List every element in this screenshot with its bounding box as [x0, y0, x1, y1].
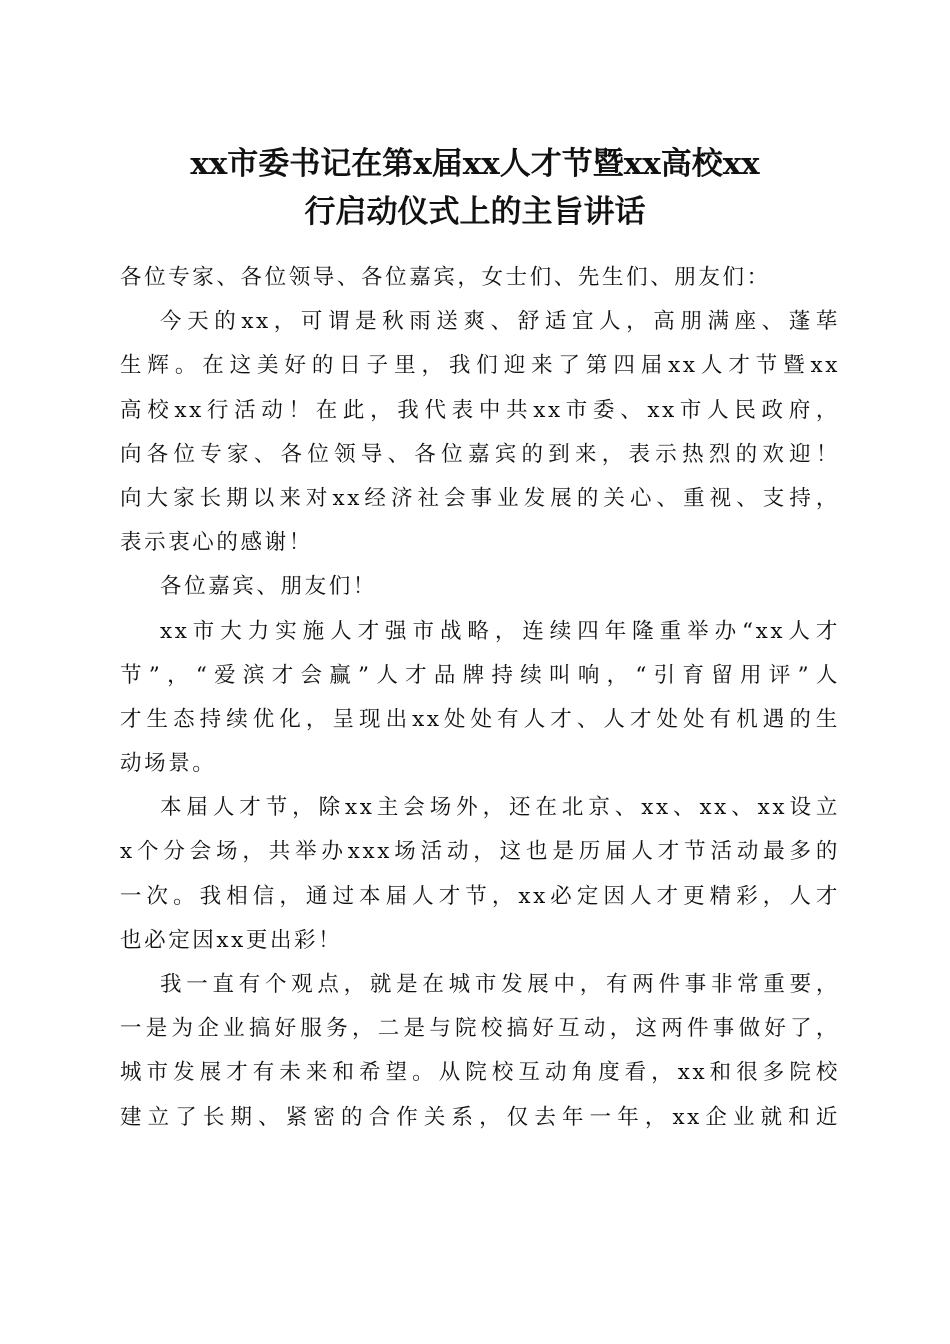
- text-line: 今天的xx，可谓是秋雨送爽、舒适宜人，高朋满座、蓬荜: [160, 309, 840, 335]
- text-line: 本届人才节，除xx主会场外，还在北京、xx、xx、xx设立: [160, 795, 840, 821]
- document-body: [120, 256, 840, 1140]
- text-line: 一是为企业搞好服务，二是与院校搞好互动，这两件事做好了，: [120, 1016, 840, 1042]
- text-line: 城市发展才有未来和希望。从院校互动角度看，xx和很多院校: [120, 1060, 840, 1086]
- text-line: xx市大力实施人才强市战略，连续四年隆重举办“xx人才: [160, 618, 840, 644]
- title-line-2: 行启动仪式上的主旨讲话: [304, 194, 646, 230]
- text-line: 各位专家、各位领导、各位嘉宾，女士们、先生们、朋友们：: [120, 265, 771, 290]
- text-line: 高校xx行活动！在此，我代表中共xx市委、xx市人民政府，: [120, 397, 840, 423]
- text-line: 节”，“爱滨才会赢”人才品牌持续叫响，“引育留用评”人: [120, 662, 840, 688]
- text-line: 才生态持续优化，呈现出xx处处有人才、人才处处有机遇的生: [120, 706, 840, 732]
- text-line: 表示衷心的感谢！: [120, 530, 313, 556]
- title-line-1: xx市委书记在第x届xx人才节暨xx高校xx: [190, 146, 760, 182]
- text-line: 各位嘉宾、朋友们！: [160, 574, 377, 600]
- text-line: 一次。我相信，通过本届人才节，xx必定因人才更精彩，人才: [120, 883, 840, 909]
- text-line: 我一直有个观点，就是在城市发展中，有两件事非常重要，: [160, 972, 840, 997]
- text-line: 向大家长期以来对xx经济社会事业发展的关心、重视、支持，: [120, 485, 840, 511]
- document-title: [100, 140, 850, 236]
- text-line: x个分会场，共举办xxx场活动，这也是历届人才节活动最多的: [120, 839, 840, 865]
- text-line: 生辉。在这美好的日子里，我们迎来了第四届xx人才节暨xx: [120, 353, 840, 379]
- text-line: 动场景。: [120, 751, 217, 777]
- text-line: 向各位专家、各位领导、各位嘉宾的到来，表示热烈的欢迎！: [120, 441, 840, 467]
- text-line: 也必定因xx更出彩！: [120, 927, 343, 953]
- text-line: 建立了长期、紧密的合作关系，仅去年一年，xx企业就和近: [120, 1104, 840, 1130]
